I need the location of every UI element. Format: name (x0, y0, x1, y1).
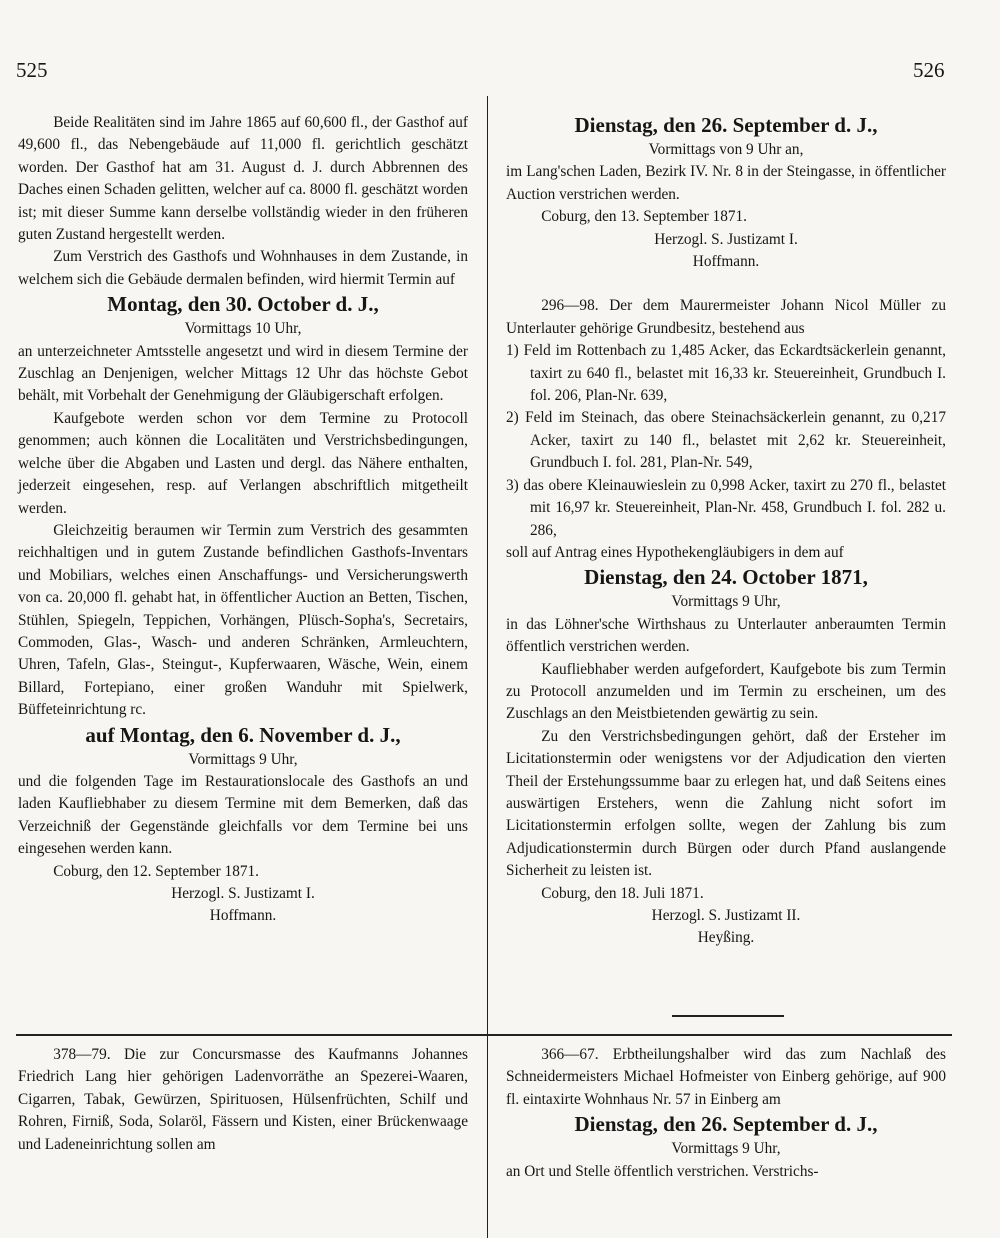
place-date: Coburg, den 12. September 1871. (53, 862, 259, 880)
left-column (18, 112, 468, 928)
auction-time: Vormittags von 9 Uhr an, (648, 141, 804, 158)
place-date: Coburg, den 18. Juli 1871. (541, 884, 704, 902)
property-item-3: 3) das obere Kleinauwieslein zu 0,998 Acker, taxirt zu 270 fl., belastet mit 16,97 kr. Steuereinheit, Plan-Nr. 458, Grundbuch I. fol. 282 u. 286, (506, 476, 946, 539)
paragraph-bids: Kaufgebote werden schon vor dem Termine zu Protocoll genommen; auch können die Localitäten und Verstrichsbedingungen, welche über die Abgaben und Lasten und dergl. das Nähere enthalten, jederzeit eingesehen, resp. auf Verlangen abschriftlich mitgetheilt werden. (18, 409, 468, 517)
paragraph-buyers: Kaufliebhaber werden aufgefordert, Kaufgebote bis zum Termin zu Protocoll anzumelden und im Termin zu erscheinen, um des Zuschlags an den Meistbietenden gewärtig zu sein. (506, 660, 946, 723)
paragraph-conditions: Zu den Verstrichsbedingungen gehört, daß der Ersteher im Licitationstermin oder wenigstens vor der Adjudication den vierten Theil der Erstehungssumme baar zu erlegen hat, und daß Seitens eines auswärtigen Erstehers, wenn die Zahlung nicht sofort im Licitationstermin erfolgen sollte, wegen der Zahlung bis zum Adjudicationstermin durch Bürgen oder durch Pfand auslangende Sicherheit zu leisten ist. (506, 727, 946, 880)
paragraph-inheritance: 366—67. Erbtheilungshalber wird das zum Nachlaß des Schneidermeisters Michael Hofmeister von Einberg gehörige, auf 900 fl. eintaxirte Wohnhaus Nr. 57 in Einberg am (506, 1046, 946, 1108)
paragraph-property-intro: 296—98. Der dem Maurermeister Johann Nicol Müller zu Unterlauter gehörige Grundbesitz, bestehend aus (506, 297, 946, 337)
property-item-2: 2) Feld im Steinach, das obere Steinachsäckerlein genannt, zu 0,217 Acker, taxirt zu 140 fl., belastet mit 2,62 kr. Steuereinheit, Grundbuch I. fol. 281, Plan-Nr. 549, (506, 409, 946, 472)
paragraph-concourse: 378—79. Die zur Concursmasse des Kaufmanns Johannes Friedrich Lang hier gehörigen Ladenvorräthe an Spezerei-Waaren, Cigarren, Tabak, Gewürzen, Spirituosen, Hülsenfrüchten, Schilf und Rohren, Firniß, Soda, Solaröl, Fässern und Kisten, einer Brückenwaage und Ladeneinrichtung sollen am (18, 1046, 468, 1153)
court-office: Herzogl. S. Justizamt II. (651, 907, 801, 924)
bottom-left-notice (18, 1044, 468, 1156)
horizontal-divider (16, 1034, 952, 1036)
paragraph-onsite: an Ort und Stelle öffentlich verstrichen. Verstrichs- (506, 1162, 819, 1180)
paragraph-sale-term: Zum Verstrich des Gasthofs und Wohnhauses in dem Zustande, in welchem sich die Gebäude dermalen befinden, wird hiermit Termin auf (18, 248, 468, 288)
inheritance-date-heading: Dienstag, den 26. September d. J., (574, 1112, 878, 1137)
auction-date-heading: Montag, den 30. October d. J., (107, 292, 379, 317)
signer-name: Heyßing. (697, 929, 755, 947)
paragraph-valuation: Beide Realitäten sind im Jahre 1865 auf 60,600 fl., der Gasthof auf 49,600 fl., das Nebengebäude auf 11,000 fl. gerichtlich geschätzt worden. Der Gasthof hat am 31. August d. J. durch Abbrennen des Daches einen Schaden gelitten, welcher auf ca. 8000 fl. geschätzt worden ist; mit dieser Summe kann derselbe vollständig wieder in den früheren guten Zustand hergestellt werden. (18, 114, 468, 244)
section-divider (672, 1015, 784, 1017)
paragraph-venue: in das Löhner'sche Wirthshaus zu Unterlauter anberaumten Termin öffentlich verstrichen werden. (506, 615, 946, 656)
inventory-date-heading: auf Montag, den 6. November d. J., (85, 722, 401, 747)
bottom-right-notice (506, 1044, 946, 1183)
page-number-right: 526 (913, 58, 945, 82)
court-office: Herzogl. S. Justizamt I. (171, 885, 315, 902)
paragraph-location: im Lang'schen Laden, Bezirk IV. Nr. 8 in der Steingasse, in öffentlicher Auction verstrichen werden. (506, 163, 946, 203)
paragraph-inventory: Gleichzeitig beraumen wir Termin zum Verstrich des gesammten reichhaltigen und in gutem Zustande befindlichen Gasthofs-Inventars und Mobiliars, welches einen Anschaffungs- und Versicherungswerth von ca. 20,000 fl. gehabt hat, in öffentlicher Auction an Betten, Tischen, Stühlen, Spiegeln, Teppichen, Vorhängen, Plüsch-Sopha's, Secretairs, Commoden, Glas-, Wasch- und anderen Schränken, Armleuchtern, Uhren, Tafeln, Glas-, Steingut-, Kupferwaaren, Wäsche, Wein, einem Billard, Fortepiano, einer großen Wanduhr mit Spielwerk, Büffeteinrichtung rc. (18, 521, 468, 719)
auction-date-heading: Dienstag, den 26. September d. J., (574, 113, 878, 137)
column-divider (487, 96, 488, 1238)
page-number-left: 525 (16, 58, 48, 82)
auction-time: Vormittags 10 Uhr, (184, 320, 302, 338)
paragraph-award: an unterzeichneter Amtsstelle angesetzt und wird in diesem Termine der Zuschlag an Denjenigen, welcher Mittags 12 Uhr das höchste Gebot behält, mit Vorbehalt der Genehmigung der Gläubigerschaft erfolgen. (18, 342, 468, 405)
inventory-time: Vormittags 9 Uhr, (188, 750, 298, 768)
right-column (506, 112, 946, 950)
inheritance-time: Vormittags 9 Uhr, (671, 1140, 781, 1158)
sale-date-heading: Dienstag, den 24. October 1871, (584, 565, 868, 590)
signer-name: Hoffmann. (209, 907, 277, 925)
sale-time: Vormittags 9 Uhr, (671, 593, 781, 611)
court-office: Herzogl. S. Justizamt I. (654, 230, 798, 248)
place-date: Coburg, den 13. September 1871. (541, 208, 747, 226)
paragraph-motion: soll auf Antrag eines Hypothekengläubigers in dem auf (506, 543, 844, 561)
paragraph-restaurant: und die folgenden Tage im Restaurationslocale des Gasthofs an und laden Kaufliebhaber zu diesem Termine mit dem Bemerken, daß das Verzeichniß der Gegenstände gleichfalls vor dem Termine bei uns eingesehen werden kann. (18, 772, 468, 858)
signer-name: Hoffmann. (692, 253, 760, 271)
property-item-1: 1) Feld im Rottenbach zu 1,485 Acker, das Eckardtsäckerlein genannt, taxirt zu 640 fl., belastet mit 16,33 kr. Steuereinheit, Grundbuch I. fol. 206, Plan-Nr. 639, (506, 342, 946, 405)
